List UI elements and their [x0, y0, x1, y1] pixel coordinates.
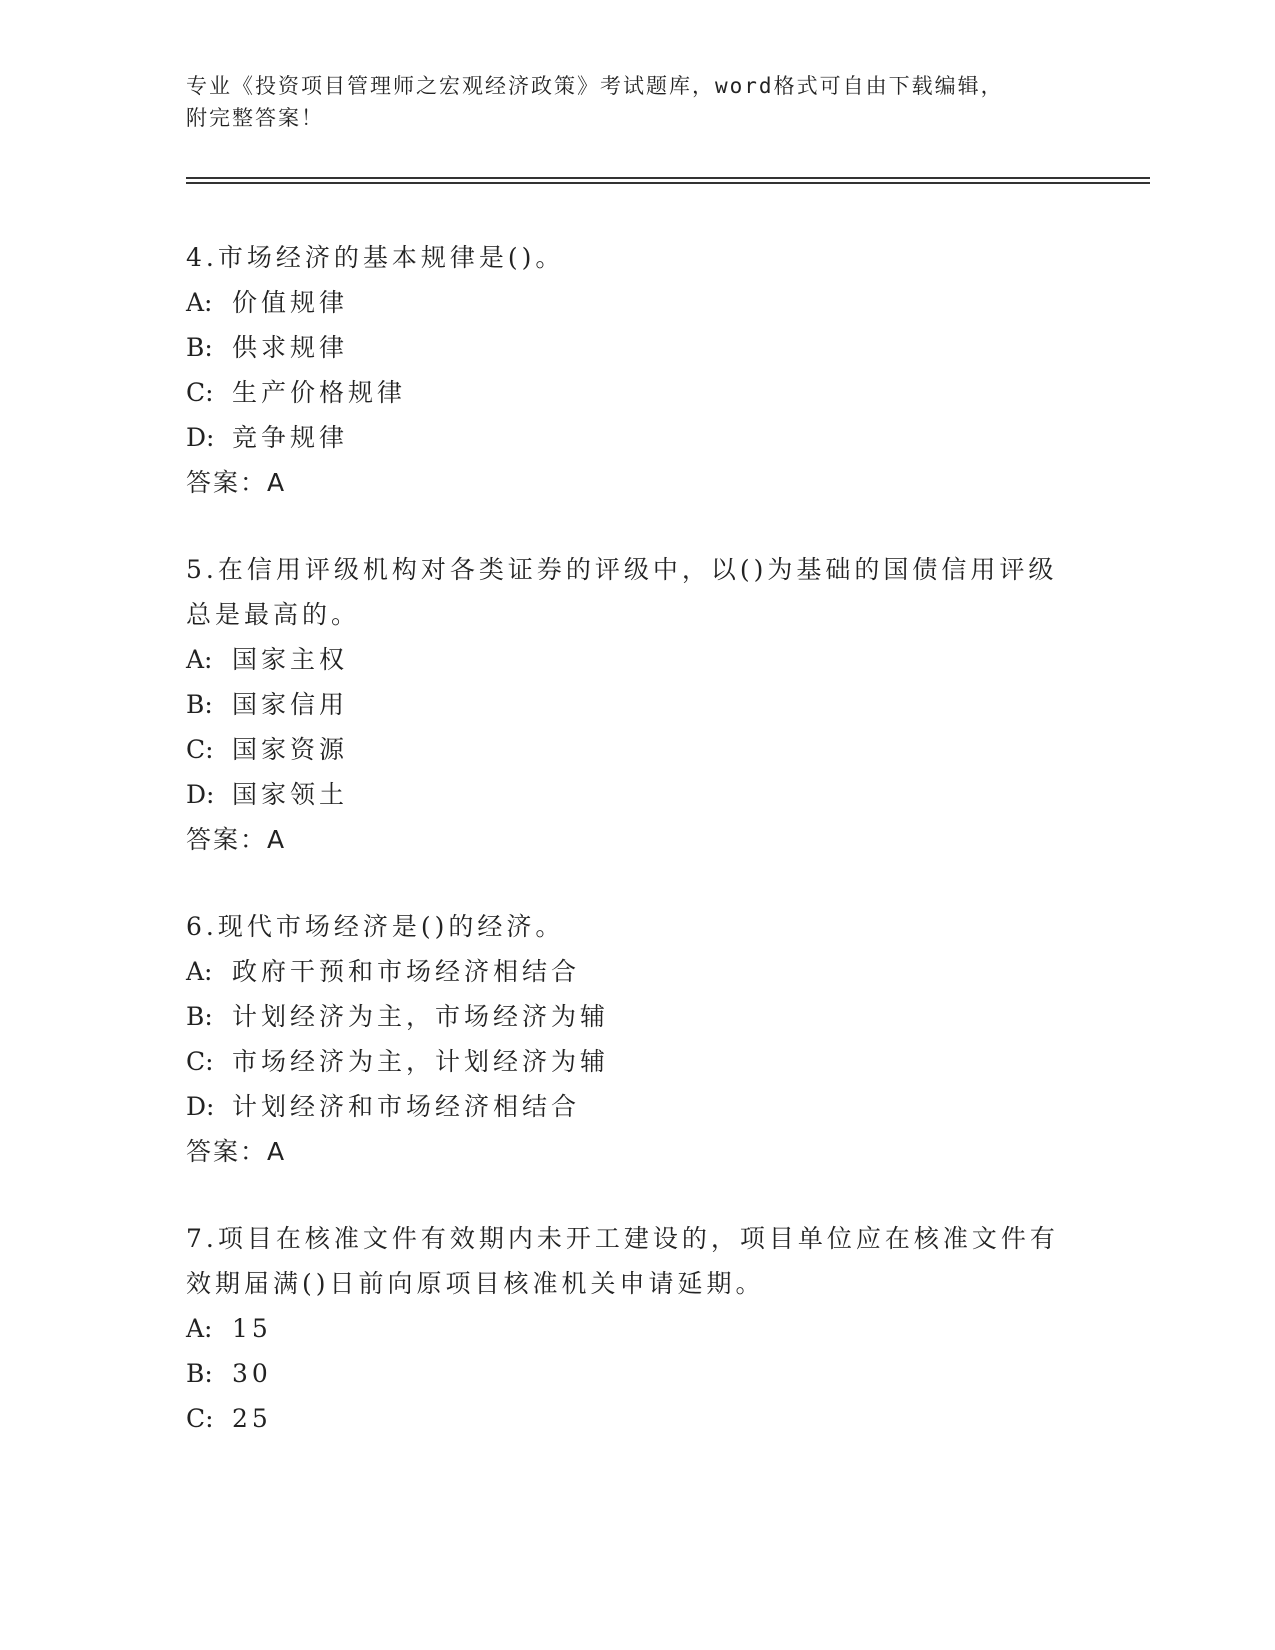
option-a: [186, 637, 1066, 682]
question-stem-continued: 总是最高的。: [186, 600, 361, 629]
question-stem: 4.市场经济的基本规律是()。: [186, 243, 565, 272]
option-a: [186, 1306, 1066, 1351]
option-text: 政府干预和市场经济相结合: [232, 957, 581, 986]
option-letter: A:: [186, 645, 213, 674]
header-line-1: 专业《投资项目管理师之宏观经济政策》考试题库，word格式可自由下载编辑，: [186, 74, 1004, 98]
option-letter: C:: [186, 1404, 214, 1433]
option-text: 竞争规律: [232, 423, 349, 452]
option-letter: A:: [186, 288, 213, 317]
option-letter: D:: [186, 423, 215, 452]
option-text: 国家主权: [232, 645, 349, 674]
answer-line: 答案：A: [186, 468, 287, 497]
option-text: 国家信用: [232, 690, 349, 719]
option-text: 生产价格规律: [232, 378, 407, 407]
option-c: [186, 1039, 1066, 1084]
option-letter: D:: [186, 1092, 215, 1121]
header-divider-bottom: [186, 182, 1150, 184]
option-letter: D:: [186, 780, 215, 809]
option-letter: C:: [186, 1047, 214, 1076]
option-letter: A:: [186, 1314, 213, 1343]
option-text: 25: [232, 1404, 272, 1433]
option-text: 国家资源: [232, 735, 349, 764]
option-a: [186, 949, 1066, 994]
option-b: [186, 682, 1066, 727]
header-line-2: 附完整答案！: [186, 106, 324, 130]
question-stem: 5.在信用评级机构对各类证券的评级中，以()为基础的国债信用评级: [186, 555, 1058, 584]
option-text: 市场经济为主，计划经济为辅: [232, 1047, 610, 1076]
question-list: [186, 235, 1066, 1483]
option-letter: B:: [186, 690, 213, 719]
header-divider-top: [186, 177, 1150, 179]
option-d: [186, 1084, 1066, 1129]
option-c: [186, 370, 1066, 415]
option-c: [186, 1396, 1066, 1441]
option-text: 15: [232, 1314, 272, 1343]
option-letter: A:: [186, 957, 213, 986]
question-stem: 7.项目在核准文件有效期内未开工建设的，项目单位应在核准文件有: [186, 1224, 1059, 1253]
answer-line: 答案：A: [186, 825, 287, 854]
question-6: [186, 904, 1066, 1174]
option-text: 30: [232, 1359, 272, 1388]
question-stem: 6.现代市场经济是()的经济。: [186, 912, 565, 941]
option-letter: B:: [186, 1359, 213, 1388]
document-header: [186, 70, 1096, 134]
option-d: [186, 415, 1066, 460]
option-letter: C:: [186, 378, 214, 407]
option-text: 计划经济和市场经济相结合: [232, 1092, 581, 1121]
answer-line: 答案：A: [186, 1137, 287, 1166]
option-letter: B:: [186, 333, 213, 362]
option-letter: C:: [186, 735, 214, 764]
option-text: 价值规律: [232, 288, 349, 317]
option-c: [186, 727, 1066, 772]
option-b: [186, 1351, 1066, 1396]
option-b: [186, 325, 1066, 370]
question-5: [186, 547, 1066, 862]
option-letter: B:: [186, 1002, 213, 1031]
option-text: 供求规律: [232, 333, 349, 362]
option-d: [186, 772, 1066, 817]
question-stem-continued: 效期届满()日前向原项目核准机关申请延期。: [186, 1269, 765, 1298]
option-b: [186, 994, 1066, 1039]
option-text: 国家领土: [232, 780, 349, 809]
question-4: [186, 235, 1066, 505]
option-a: [186, 280, 1066, 325]
question-7: [186, 1216, 1066, 1441]
option-text: 计划经济为主，市场经济为辅: [232, 1002, 610, 1031]
